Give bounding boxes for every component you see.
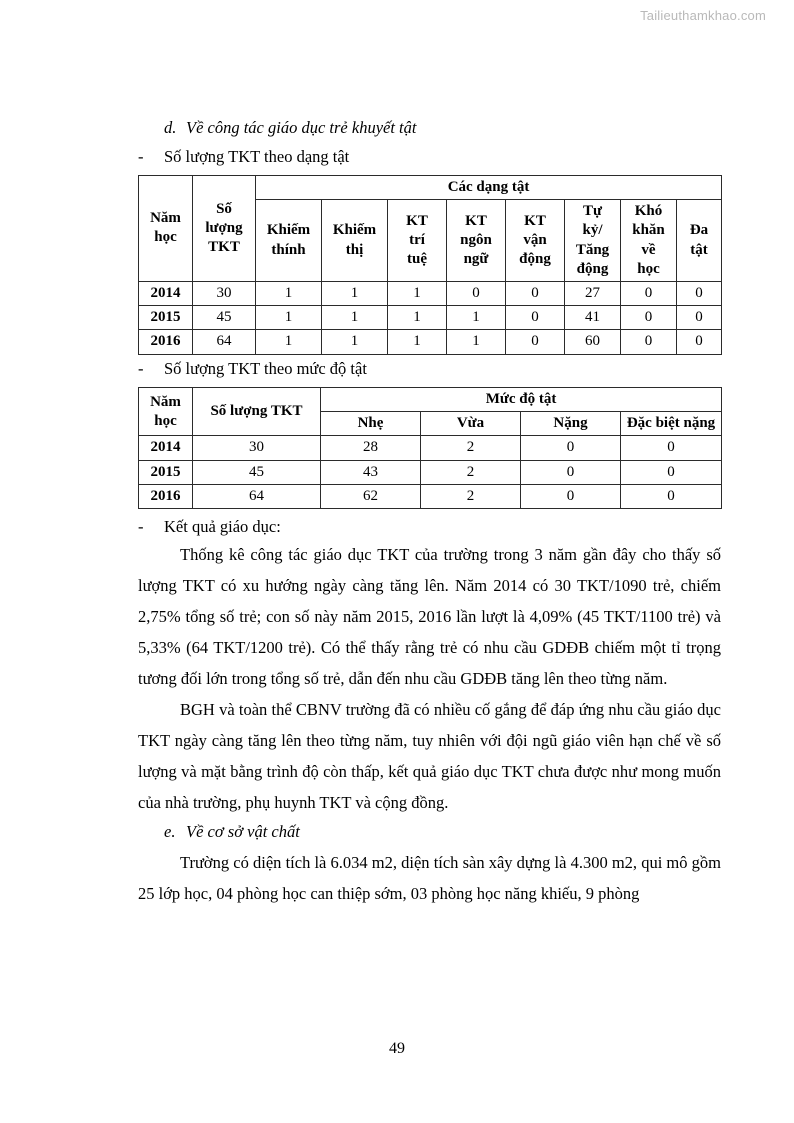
header-type-6-line4: học xyxy=(637,260,660,277)
header-year xyxy=(139,176,193,282)
cell-value: 1 xyxy=(388,281,447,305)
cell-value: 0 xyxy=(621,281,677,305)
header-type-2-line2: trí xyxy=(409,231,425,248)
cell-value: 60 xyxy=(565,330,621,354)
document-content xyxy=(138,120,721,909)
cell-value: 0 xyxy=(677,281,722,305)
bullet-types-label xyxy=(138,146,721,166)
table-row xyxy=(139,306,722,330)
cell-value: 43 xyxy=(321,460,421,484)
cell-value: 1 xyxy=(256,330,322,354)
cell-year: 2014 xyxy=(139,436,193,460)
header-year-stack xyxy=(140,209,191,247)
cell-value: 62 xyxy=(321,484,421,508)
header-type-0-line2: thính xyxy=(271,241,306,258)
heading-section-e-marker: e. xyxy=(164,822,176,842)
cell-value: 0 xyxy=(621,330,677,354)
cell-value: 0 xyxy=(506,281,565,305)
table-row xyxy=(139,460,722,484)
cell-value: 0 xyxy=(447,281,506,305)
header-type-5-line3: Tăng xyxy=(575,241,610,258)
bullet-results-text: Kết quả giáo dục: xyxy=(164,516,281,536)
header-total-tkt: Số lượng TKT xyxy=(193,388,321,436)
cell-value: 1 xyxy=(322,330,388,354)
bullet-results-marker: - xyxy=(138,516,144,536)
cell-value: 2 xyxy=(421,484,521,508)
cell-value: 1 xyxy=(388,330,447,354)
bullet-results-label xyxy=(138,516,721,536)
header-total-line1: Số xyxy=(216,200,232,217)
cell-total: 45 xyxy=(193,460,321,484)
header-type-2 xyxy=(388,200,447,282)
header-year-line2: học xyxy=(154,412,177,429)
header-total-tkt xyxy=(193,176,256,282)
cell-value: 1 xyxy=(256,281,322,305)
table-row-group-header xyxy=(139,388,722,412)
cell-value: 0 xyxy=(521,436,621,460)
table-disability-levels xyxy=(138,387,722,509)
cell-value: 28 xyxy=(321,436,421,460)
table-row xyxy=(139,330,722,354)
cell-value: 0 xyxy=(621,484,722,508)
header-year-line1: Năm xyxy=(150,210,181,227)
cell-year: 2015 xyxy=(139,306,193,330)
header-total-stack xyxy=(194,200,254,258)
cell-value: 1 xyxy=(447,330,506,354)
header-type-5-line4: động xyxy=(576,260,609,277)
bullet-levels-text: Số lượng TKT theo mức độ tật xyxy=(164,358,367,378)
heading-section-d-title: Về công tác giáo dục trẻ khuyết tật xyxy=(186,118,417,137)
table-types-wrapper xyxy=(138,175,721,355)
cell-value: 1 xyxy=(447,306,506,330)
cell-value: 1 xyxy=(322,281,388,305)
header-type-2-line3: tuệ xyxy=(407,251,427,268)
heading-section-e xyxy=(138,824,721,841)
cell-year: 2016 xyxy=(139,330,193,354)
cell-value: 1 xyxy=(388,306,447,330)
heading-section-d xyxy=(138,120,721,137)
cell-value: 2 xyxy=(421,436,521,460)
page-number: 49 xyxy=(389,1040,405,1057)
header-type-7-line2: tật xyxy=(690,241,708,258)
table-row-group-header xyxy=(139,176,722,200)
header-type-3-line3: ngữ xyxy=(463,251,489,268)
header-type-7-line1: Đa xyxy=(689,222,709,239)
cell-value: 0 xyxy=(506,306,565,330)
header-group-disability-types: Các dạng tật xyxy=(256,176,722,200)
header-type-3 xyxy=(447,200,506,282)
cell-total: 30 xyxy=(193,281,256,305)
cell-total: 64 xyxy=(193,330,256,354)
header-total-line2: lượng xyxy=(205,219,243,236)
bullet-types-marker: - xyxy=(138,146,144,166)
cell-total: 64 xyxy=(193,484,321,508)
header-type-1 xyxy=(322,200,388,282)
header-type-0 xyxy=(256,200,322,282)
header-type-6-line3: về xyxy=(641,241,656,258)
bullet-types-text: Số lượng TKT theo dạng tật xyxy=(164,146,350,166)
table-row xyxy=(139,436,722,460)
cell-value: 1 xyxy=(256,306,322,330)
cell-value: 0 xyxy=(621,460,722,484)
paragraph-statistics: Thống kê công tác giáo dục TKT của trường trong 3 năm gần đây cho thấy số lượng TKT có xu hướng ngày càng tăng lên. Năm 2014 có 30 TKT/1090 trẻ, chiếm 2,75% tổng số trẻ; con số này năm 2015, 2016 lần lượt là 4,09% (45 TKT/1100 trẻ) và 5,33% (64 TKT/1200 trẻ). Có thể thấy rằng trẻ có nhu cầu GDĐB chiếm một tỉ trọng tương đối lớn trong tổng số trẻ, dẫn đến nhu cầu GDĐB tăng lên theo từng năm. xyxy=(138,545,721,689)
cell-year: 2015 xyxy=(139,460,193,484)
table-row xyxy=(139,281,722,305)
table-levels-wrapper xyxy=(138,387,721,509)
heading-section-e-title: Về cơ sở vật chất xyxy=(186,822,300,842)
header-year-line2: học xyxy=(154,229,177,246)
watermark: Tailieuthamkhao.com xyxy=(640,8,766,23)
header-type-4-line2: vận xyxy=(523,231,547,248)
header-level-2: Nặng xyxy=(521,412,621,436)
header-total-line3: TKT xyxy=(208,239,240,256)
cell-value: 0 xyxy=(621,436,722,460)
header-type-5-line1: Tự xyxy=(582,203,602,220)
paragraph-facilities: Trường có diện tích là 6.034 m2, diện tích sàn xây dựng là 4.300 m2, qui mô gồm 25 lớp học, 04 phòng học can thiệp sớm, 03 phòng học năng khiếu, 9 phòng xyxy=(138,852,721,903)
header-type-5 xyxy=(565,200,621,282)
bullet-levels-marker: - xyxy=(138,358,144,378)
cell-value: 0 xyxy=(506,330,565,354)
header-type-5-line2: kỷ/ xyxy=(582,222,603,239)
header-group-disability-levels: Mức độ tật xyxy=(321,388,722,412)
cell-value: 0 xyxy=(677,330,722,354)
cell-value: 0 xyxy=(621,306,677,330)
header-type-6-line1: Khó xyxy=(634,203,663,220)
header-type-3-line2: ngôn xyxy=(460,231,492,248)
header-level-0: Nhẹ xyxy=(321,412,421,436)
header-type-1-line1: Khiếm xyxy=(332,222,377,239)
cell-total: 45 xyxy=(193,306,256,330)
header-level-1: Vừa xyxy=(421,412,521,436)
header-type-0-line1: Khiếm xyxy=(266,222,311,239)
header-type-4-line3: động xyxy=(519,251,551,268)
paragraph-management: BGH và toàn thể CBNV trường đã có nhiều cố gắng để đáp ứng nhu cầu giáo dục TKT ngày càng tăng lên theo từng năm, tuy nhiên với đội ngũ giáo viên hạn chế về số lượng và mặt bằng trình độ còn thấp, kết quả giáo dục TKT chưa được như mong muốn của nhà trường, phụ huynh TKT và cộng đồng. xyxy=(138,700,721,813)
cell-value: 41 xyxy=(565,306,621,330)
cell-year: 2016 xyxy=(139,484,193,508)
table-disability-types xyxy=(138,175,722,355)
bullet-levels-label xyxy=(138,358,721,378)
cell-value: 0 xyxy=(677,306,722,330)
cell-value: 0 xyxy=(521,460,621,484)
table-row xyxy=(139,484,722,508)
header-year-line1: Năm xyxy=(150,393,181,410)
cell-value: 0 xyxy=(521,484,621,508)
cell-total: 30 xyxy=(193,436,321,460)
cell-value: 2 xyxy=(421,460,521,484)
header-type-7 xyxy=(677,200,722,282)
header-type-4-line1: KT xyxy=(524,212,546,229)
cell-year: 2014 xyxy=(139,281,193,305)
header-type-3-line1: KT xyxy=(465,212,487,229)
heading-section-d-marker: d. xyxy=(164,118,177,137)
header-year xyxy=(139,388,193,436)
header-type-1-line2: thị xyxy=(345,241,364,258)
cell-value: 27 xyxy=(565,281,621,305)
header-level-3: Đặc biệt nặng xyxy=(621,412,722,436)
cell-value: 1 xyxy=(322,306,388,330)
header-type-2-line1: KT xyxy=(406,212,428,229)
header-type-4 xyxy=(506,200,565,282)
header-type-6-line2: khăn xyxy=(632,222,665,239)
header-type-6 xyxy=(621,200,677,282)
